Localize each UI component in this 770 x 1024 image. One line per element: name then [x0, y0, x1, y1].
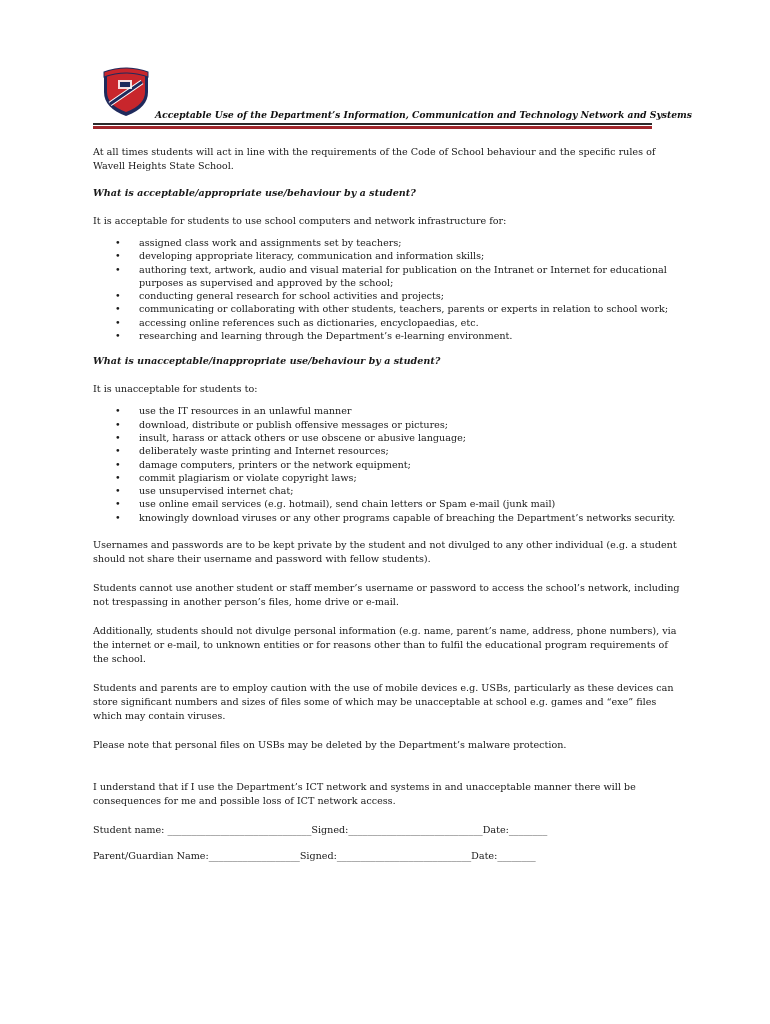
list-item: • conducting general research for school activities and projects; — [115, 291, 444, 303]
mobile-devices-paragraph: Students and parents are to employ caution with the use of mobile devices e.g. USBs, particularly as these devices can store significant numbers and sizes of files some of which may be unacceptable at school e.g. games and “exe” files which may contain viruses. — [93, 683, 674, 723]
personal-info-paragraph: Additionally, students should not divulge personal information (e.g. name, parent’s name, address, phone numbers), via the internet or e-mail, to unknown entities or for reasons other than to fulfil the educational program requirements of the school. — [93, 626, 677, 666]
malware-note: Please note that personal files on USBs may be deleted by the Department’s malware protection. — [93, 740, 567, 752]
list-item: • authoring text, artwork, audio and visual material for publication on the Intranet or Internet for educational purposes as supervised and approved by the school; — [115, 264, 667, 289]
intro-paragraph: At all times students will act in line with the requirements of the Code of School behaviour and the specific rules of Wavell Heights State School. — [93, 147, 656, 172]
acceptable-lead: It is acceptable for students to use school computers and network infrastructure for: — [93, 216, 507, 227]
acceptable-list — [93, 237, 683, 343]
student-signature-line[interactable]: Student name: ______________________________Signed:____________________________Date:________ — [93, 825, 548, 837]
document-body — [93, 146, 683, 876]
document-title: Acceptable Use of the Department’s Information, Communication and Technology Network and Systems — [155, 110, 692, 121]
list-item: • communicating or collaborating with other students, teachers, parents or experts in relation to school work; — [115, 304, 669, 316]
header-rule-red — [93, 126, 652, 129]
header-rule-dark — [93, 123, 652, 125]
school-crest-logo — [100, 64, 152, 118]
unacceptable-heading: What is unacceptable/inappropriate use/behaviour by a student? — [93, 356, 441, 368]
list-item: • developing appropriate literacy, communication and information skills; — [115, 251, 485, 263]
list-item: • use the IT resources in an unlawful manner — [115, 406, 352, 418]
list-item: • use unsupervised internet chat; — [115, 486, 294, 498]
parent-signature-line[interactable]: Parent/Guardian Name:___________________Signed:____________________________Date:________ — [93, 851, 536, 863]
list-item: • use online email services (e.g. hotmail), send chain letters or Spam e-mail (junk mail) — [115, 499, 556, 511]
acceptable-heading: What is acceptable/appropriate use/behaviour by a student? — [93, 188, 416, 199]
unacceptable-list — [93, 405, 683, 525]
agreement-statement: I understand that if I use the Department’s ICT network and systems in and unacceptable manner there will be consequences for me and possible loss of ICT network access. — [93, 782, 636, 808]
list-item: • knowingly download viruses or any other programs capable of breaching the Department’s networks security. — [115, 512, 676, 524]
list-item: • download, distribute or publish offensive messages or pictures; — [115, 419, 448, 431]
list-item: • damage computers, printers or the network equipment; — [115, 459, 411, 471]
passwords-paragraph: Usernames and passwords are to be kept private by the student and not divulged to any other individual (e.g. a student should not share their username and password with fellow students). — [93, 540, 677, 566]
trespass-paragraph: Students cannot use another student or staff member’s username or password to access the school’s network, including not trespassing in another person’s files, home drive or e-mail. — [93, 583, 680, 609]
list-item: • assigned class work and assignments set by teachers; — [115, 238, 402, 249]
list-item: • researching and learning through the Department’s e-learning environment. — [115, 331, 513, 343]
list-item: • commit plagiarism or violate copyright laws; — [115, 472, 357, 484]
unacceptable-lead: It is unacceptable for students to: — [93, 384, 258, 396]
list-item: • insult, harass or attack others or use obscene or abusive language; — [115, 432, 467, 444]
list-item: • accessing online references such as dictionaries, encyclopaedias, etc. — [115, 317, 479, 329]
list-item: • deliberately waste printing and Internet resources; — [115, 446, 389, 458]
